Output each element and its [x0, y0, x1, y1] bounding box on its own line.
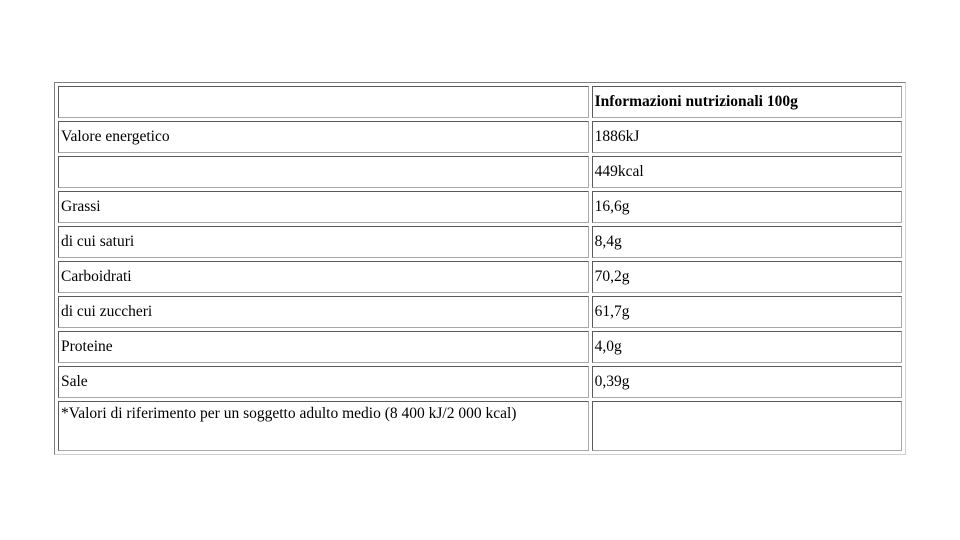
row-value-energy-kj: 1886kJ: [592, 121, 902, 153]
footnote-text: *Valori di riferimento per un soggetto adulto medio (8 400 kJ/2 000 kcal): [58, 401, 589, 451]
nutrition-table: [54, 82, 906, 455]
table-row: [58, 366, 902, 398]
header-label-cell: [58, 86, 589, 118]
row-value-protein: 4,0g: [592, 331, 902, 363]
row-label-protein: Proteine: [58, 331, 589, 363]
row-label-saturated: di cui saturi: [58, 226, 589, 258]
table-row: [58, 296, 902, 328]
row-value-fat: 16,6g: [592, 191, 902, 223]
header-value-cell: Informazioni nutrizionali 100g: [592, 86, 902, 118]
table-row: [58, 156, 902, 188]
row-label-energy-kj: Valore energetico: [58, 121, 589, 153]
table-row: [58, 121, 902, 153]
footnote-value-cell: [592, 401, 902, 451]
row-label-energy-kcal: [58, 156, 589, 188]
table-row: [58, 261, 902, 293]
row-label-salt: Sale: [58, 366, 589, 398]
row-label-carbohydrates: Carboidrati: [58, 261, 589, 293]
row-value-salt: 0,39g: [592, 366, 902, 398]
table-footnote-row: [58, 401, 902, 451]
table-row: [58, 226, 902, 258]
row-value-carbohydrates: 70,2g: [592, 261, 902, 293]
row-label-sugars: di cui zuccheri: [58, 296, 589, 328]
table-row: [58, 191, 902, 223]
row-label-fat: Grassi: [58, 191, 589, 223]
table-header-row: [58, 86, 902, 118]
row-value-saturated: 8,4g: [592, 226, 902, 258]
row-value-energy-kcal: 449kcal: [592, 156, 902, 188]
table-row: [58, 331, 902, 363]
row-value-sugars: 61,7g: [592, 296, 902, 328]
